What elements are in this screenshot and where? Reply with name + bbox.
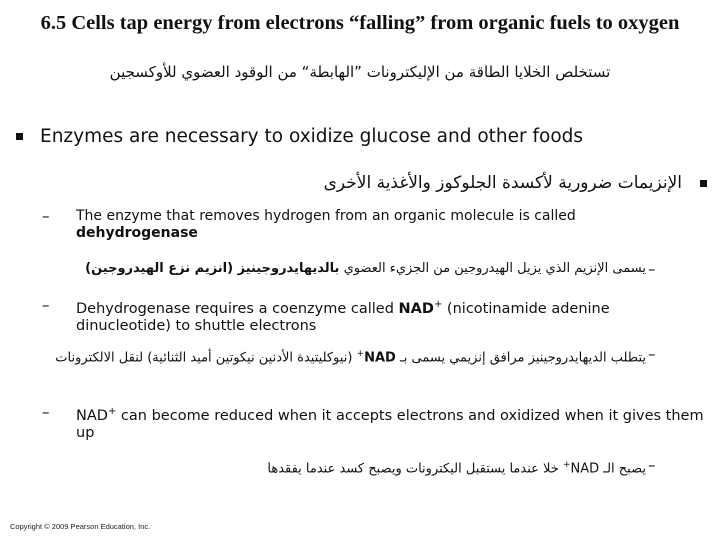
dehydrogenase-term-arabic: بالديهايدروجينيز (انزيم نزع الهيدروجين) xyxy=(85,261,340,276)
nad-plus-sup-3: + xyxy=(107,406,117,417)
sub-bullet-3-text-arabic-post: خلا عندما يستقبل اليكترونات ويصبح كسد عندما يفقدها xyxy=(267,461,563,477)
dash-bullet-icon: – xyxy=(648,456,656,474)
bullet-1-text: Enzymes are necessary to oxidize glucose and other foods xyxy=(40,126,584,147)
sub-bullet-2-text xyxy=(76,296,676,335)
sub-bullet-2-text-arabic-pre: يتطلب الديهايدروجينيز مرافق إنزيمي يسمى بـ xyxy=(395,350,646,366)
square-bullet-icon xyxy=(700,180,707,187)
dash-bullet-icon: – xyxy=(42,296,50,314)
sub-bullet-3-text xyxy=(76,403,720,442)
nad-term-3: NAD xyxy=(76,407,108,424)
copyright-notice: Copyright © 2009 Pearson Education, Inc. xyxy=(10,522,151,531)
nad-term-3-arabic: NAD xyxy=(570,461,600,477)
bullet-1-text-arabic: الإنزيمات ضرورية لأكسدة الجلوكوز والأغذية الأخرى xyxy=(323,173,682,193)
dash-bullet-icon: – xyxy=(648,345,656,363)
nad-plus-sup-arabic: + xyxy=(356,349,365,359)
sub-bullet-2-text-arabic-post: (نيوكليتيدة الأدنين نيكوتين أميد الثنائية) لنقل الالكترونات xyxy=(55,350,357,366)
nad-term: NAD xyxy=(398,300,434,317)
sub-bullet-2-text-pre: Dehydrogenase requires a coenzyme called xyxy=(76,300,399,317)
square-bullet-icon xyxy=(16,133,23,140)
dehydrogenase-term: dehydrogenase xyxy=(76,225,198,241)
sub-bullet-3-text-arabic xyxy=(26,456,646,478)
sub-bullet-3-text-arabic-pre: يصبح الـ xyxy=(599,461,646,477)
sub-bullet-1-text-arabic xyxy=(26,260,646,278)
sub-bullet-3-text-post: can become reduced when it accepts electrons and oxidized when it gives them up xyxy=(76,407,704,441)
nad-plus-sup: + xyxy=(433,299,443,310)
dash-bullet-icon: – xyxy=(42,207,50,225)
nad-plus-sup-3-arabic: + xyxy=(562,460,571,470)
slide-title: 6.5 Cells tap energy from electrons “falling” from organic fuels to oxygen xyxy=(40,12,680,34)
slide-title-arabic: تستخلص الخلايا الطاقة من الإليكترونات ”الهابطة“ من الوقود العضوي للأوكسجين xyxy=(109,63,611,81)
sub-bullet-2-text-arabic xyxy=(26,345,646,367)
sub-bullet-1-text-arabic-main: يسمى الإنزيم الذي يزيل الهيدروجين من الجزيء العضوي xyxy=(339,261,646,276)
dash-bullet-icon: – xyxy=(648,260,656,278)
sub-bullet-1-text-main: The enzyme that removes hydrogen from an organic molecule is called xyxy=(76,208,576,224)
nad-term-arabic: NAD xyxy=(364,350,396,366)
sub-bullet-2-text-post: (nicotinamide adenine dinucleotide) to shuttle electrons xyxy=(76,300,610,334)
sub-bullet-1-text xyxy=(76,208,676,242)
dash-bullet-icon: – xyxy=(42,403,50,421)
